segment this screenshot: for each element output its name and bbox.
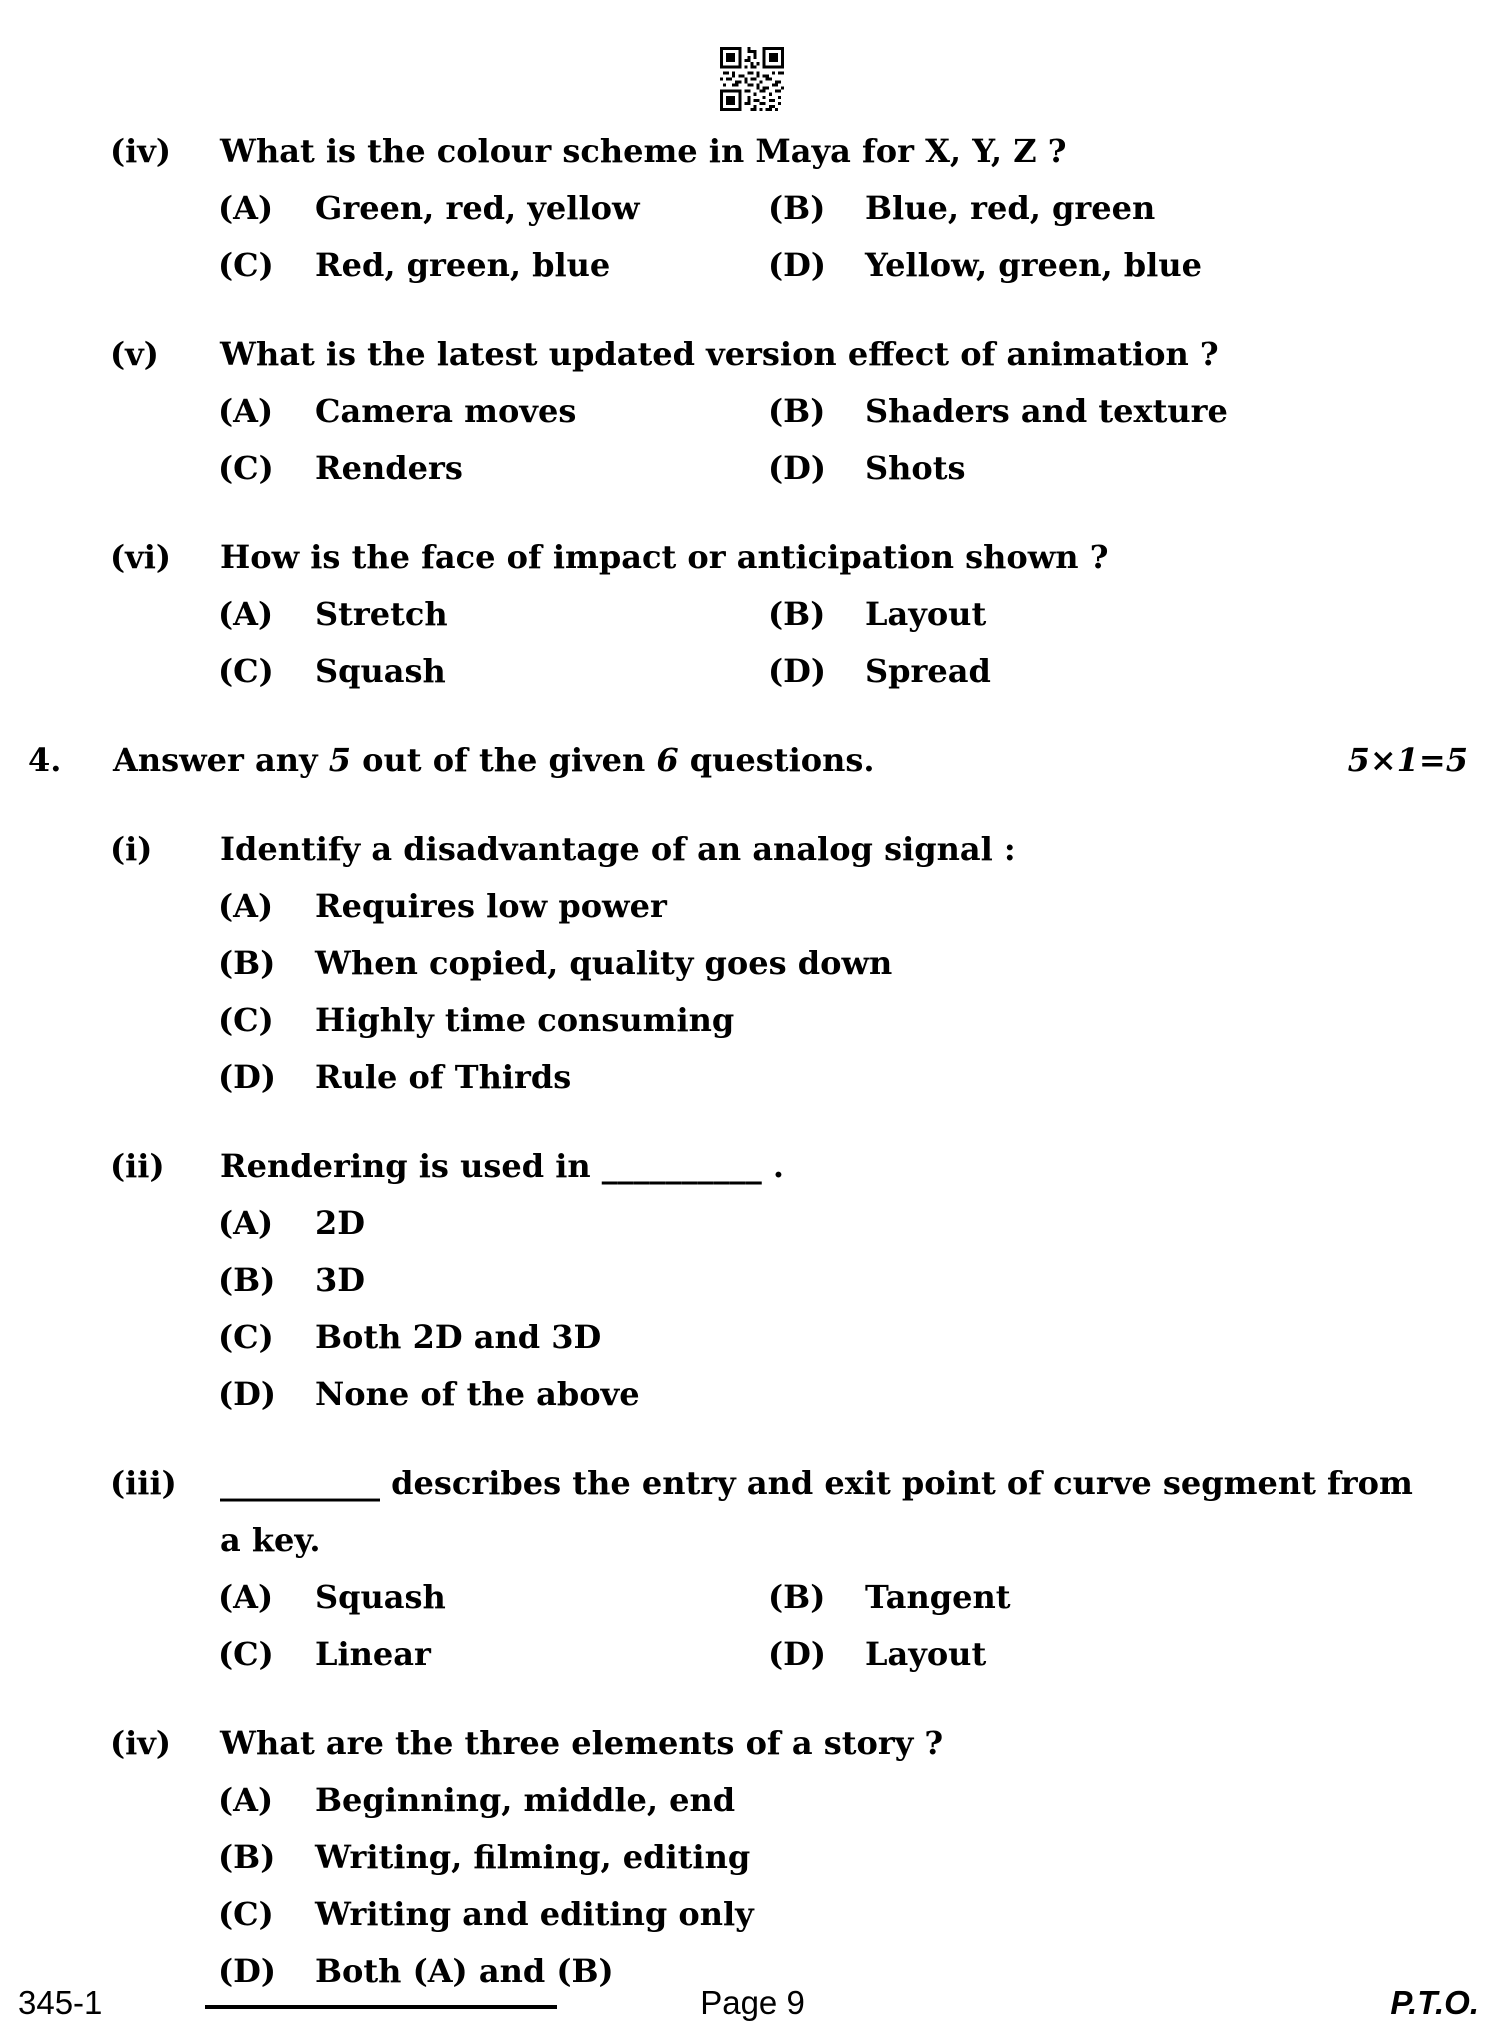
option-letter: (D) (768, 449, 827, 487)
question-text-line2: a key. (220, 1521, 321, 1559)
stem-total-bold: 6 (656, 741, 679, 779)
option-letter: (A) (218, 595, 274, 633)
option-row (0, 447, 1505, 489)
question-text: What is the latest updated version effect of animation ? (220, 335, 1219, 373)
option-c (218, 1316, 601, 1358)
stem-count-bold: 5 (328, 741, 352, 779)
option-text: Red, green, blue (315, 246, 611, 284)
option-text: Squash (315, 652, 446, 690)
option-text: Stretch (315, 595, 448, 633)
option-c (218, 1633, 768, 1675)
option-c (218, 650, 768, 692)
options (0, 1202, 1505, 1415)
options (0, 1576, 1505, 1675)
option-letter: (A) (218, 1204, 274, 1242)
option-row (0, 1576, 1505, 1618)
option-row (0, 1316, 1505, 1358)
option-text: 2D (315, 1204, 366, 1242)
option-text: Both (A) and (B) (315, 1952, 614, 1990)
option-b (768, 187, 1155, 229)
option-text: Tangent (865, 1578, 1011, 1616)
qr-code-graphic (719, 47, 785, 111)
question-text: Identify a disadvantage of an analog signal : (220, 830, 1016, 868)
option-letter: (A) (218, 189, 274, 227)
option-letter: (D) (768, 246, 827, 284)
question-3-iv (0, 130, 1505, 286)
question-3-vi (0, 536, 1505, 692)
option-d (768, 244, 1202, 286)
option-text: Green, red, yellow (315, 189, 640, 227)
option-text: Yellow, green, blue (865, 246, 1202, 284)
option-letter: (D) (218, 1375, 277, 1413)
option-letter: (A) (218, 1578, 274, 1616)
option-d (768, 650, 991, 692)
stem-part: out of the given (351, 741, 657, 779)
option-text: When copied, quality goes down (315, 944, 893, 982)
marks-label: 5×1=5 (1347, 741, 1468, 779)
option-c (218, 244, 768, 286)
question-number: 4. (28, 741, 62, 779)
option-letter: (A) (218, 887, 274, 925)
question-label: (iv) (110, 132, 172, 170)
option-text: 3D (315, 1261, 366, 1299)
question-text: How is the face of impact or anticipation shown ? (220, 538, 1109, 576)
option-letter: (B) (768, 1578, 826, 1616)
page-content (0, 111, 1505, 1992)
footer-rule (205, 2005, 557, 2009)
option-row (0, 187, 1505, 229)
option-a (218, 1576, 768, 1618)
option-letter: (C) (218, 449, 274, 487)
option-text: Beginning, middle, end (315, 1781, 736, 1819)
option-letter: (C) (218, 652, 274, 690)
options (0, 390, 1505, 489)
option-a (218, 1202, 365, 1244)
option-letter: (A) (218, 1781, 274, 1819)
page-number: Page 9 (700, 1984, 805, 2021)
options (0, 593, 1505, 692)
option-text: Renders (315, 449, 463, 487)
option-text: Requires low power (315, 887, 667, 925)
option-letter: (B) (218, 944, 276, 982)
question-4-iv (0, 1722, 1505, 1992)
option-a (218, 1779, 735, 1821)
option-letter: (C) (218, 1895, 274, 1933)
option-c (218, 1893, 754, 1935)
question-text (220, 1462, 1450, 1561)
question-label: (vi) (110, 538, 172, 576)
question-4-ii (0, 1145, 1505, 1415)
question-4-iii (0, 1462, 1505, 1675)
option-text: None of the above (315, 1375, 640, 1413)
option-text: Layout (865, 1635, 987, 1673)
option-row (0, 1633, 1505, 1675)
option-text: Layout (865, 595, 987, 633)
option-text: Rule of Thirds (315, 1058, 572, 1096)
option-row (0, 999, 1505, 1041)
option-letter: (C) (218, 1318, 274, 1356)
question-label: (v) (110, 335, 159, 373)
option-a (218, 390, 768, 432)
option-letter: (B) (768, 392, 826, 430)
option-letter: (D) (768, 652, 827, 690)
option-letter: (B) (218, 1838, 276, 1876)
option-row (0, 390, 1505, 432)
option-letter: (C) (218, 1001, 274, 1039)
option-letter: (B) (768, 189, 826, 227)
option-text: Squash (315, 1578, 446, 1616)
question-text: Rendering is used in __________ . (220, 1147, 785, 1185)
option-c (218, 999, 734, 1041)
option-letter: (C) (218, 1635, 274, 1673)
question-label: (iv) (110, 1724, 172, 1762)
option-d (768, 1633, 986, 1675)
option-row (0, 1056, 1505, 1098)
options (0, 187, 1505, 286)
option-d (218, 1056, 571, 1098)
option-text: Camera moves (315, 392, 577, 430)
option-row (0, 1373, 1505, 1415)
option-row (0, 1259, 1505, 1301)
option-letter: (D) (768, 1635, 827, 1673)
option-b (768, 1576, 1011, 1618)
options (0, 885, 1505, 1098)
option-text: Spread (865, 652, 991, 690)
option-text: Shots (865, 449, 966, 487)
option-letter: (D) (218, 1952, 277, 1990)
option-text: Highly time consuming (315, 1001, 735, 1039)
question-4-i (0, 828, 1505, 1098)
option-b (218, 1259, 365, 1301)
option-text: Blue, red, green (865, 189, 1156, 227)
option-a (218, 885, 667, 927)
stem-part: Answer any (113, 741, 329, 779)
option-row (0, 885, 1505, 927)
question-label: (i) (110, 830, 153, 868)
option-text: Writing, filming, editing (315, 1838, 751, 1876)
option-text: Linear (315, 1635, 431, 1673)
option-c (218, 447, 768, 489)
option-letter: (B) (768, 595, 826, 633)
option-row (0, 1779, 1505, 1821)
question-4-header (0, 739, 1505, 781)
option-row (0, 1893, 1505, 1935)
question-3-v (0, 333, 1505, 489)
option-row (0, 1202, 1505, 1244)
option-a (218, 187, 768, 229)
option-a (218, 593, 768, 635)
option-text: Shaders and texture (865, 392, 1228, 430)
stem-part: questions. (678, 741, 875, 779)
option-b (768, 390, 1228, 432)
option-letter: (B) (218, 1261, 276, 1299)
qr-code (719, 47, 785, 111)
question-stem (113, 739, 1505, 781)
option-d (218, 1373, 640, 1415)
pto-label: P.T.O. (1390, 1984, 1479, 2021)
option-row (0, 942, 1505, 984)
option-d (768, 447, 966, 489)
option-letter: (D) (218, 1058, 277, 1096)
option-b (768, 593, 986, 635)
option-row (0, 244, 1505, 286)
paper-code: 345-1 (18, 1984, 103, 2021)
option-letter: (A) (218, 392, 274, 430)
option-row (0, 593, 1505, 635)
question-label: (ii) (110, 1147, 165, 1185)
option-letter: (C) (218, 246, 274, 284)
question-text-line1: __________ describes the entry and exit point of curve segment from (220, 1464, 1413, 1502)
question-label: (iii) (110, 1464, 177, 1502)
option-text: Writing and editing only (315, 1895, 754, 1933)
page-footer (0, 1972, 1505, 2034)
options (0, 1779, 1505, 1992)
question-text: What is the colour scheme in Maya for X, Y, Z ? (220, 132, 1067, 170)
question-text: What are the three elements of a story ? (220, 1724, 944, 1762)
option-text: Both 2D and 3D (315, 1318, 602, 1356)
option-b (218, 942, 892, 984)
option-b (218, 1836, 750, 1878)
option-row (0, 650, 1505, 692)
option-row (0, 1836, 1505, 1878)
